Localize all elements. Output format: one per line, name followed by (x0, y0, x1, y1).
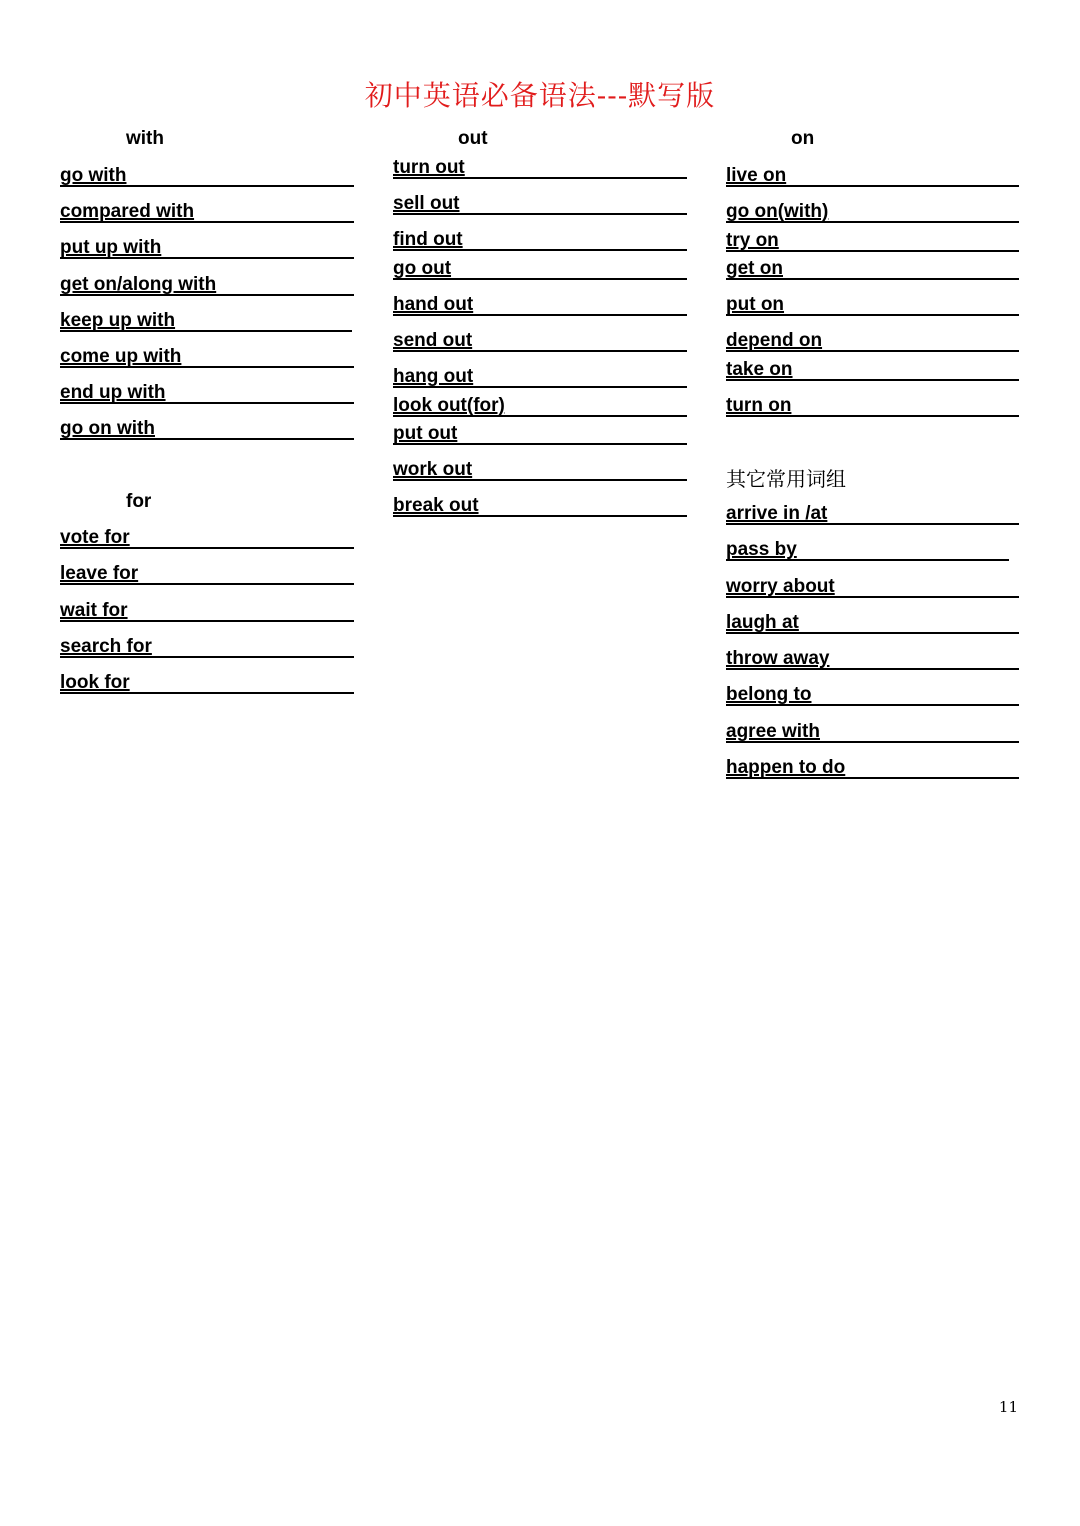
list-item: look out(for) (393, 389, 687, 417)
list-item: worry about (726, 570, 1019, 598)
list-item: take on (726, 353, 1019, 381)
list-item: go on with (60, 412, 354, 440)
list-item: hand out (393, 288, 687, 316)
section-heading-for: for (126, 491, 152, 512)
list-item: arrive in /at (726, 497, 1019, 525)
list-item: find out (393, 223, 687, 251)
list-item: put up with (60, 231, 354, 259)
list-item: search for (60, 630, 354, 658)
page-number: 11 (998, 1398, 1018, 1416)
list-item: work out (393, 453, 687, 481)
list-item: laugh at (726, 606, 1019, 634)
section-heading-on: on (791, 128, 815, 149)
list-item: try on (726, 224, 1019, 252)
list-item: agree with (726, 715, 1019, 743)
list-item: hang out (393, 360, 687, 388)
list-item: look for (60, 666, 354, 694)
list-item: turn on (726, 389, 1019, 417)
list-item: compared with (60, 195, 354, 223)
section-heading-with: with (126, 128, 164, 149)
section-heading-out: out (458, 128, 488, 149)
list-item: happen to do (726, 751, 1019, 779)
list-item: go with (60, 159, 354, 187)
list-item: live on (726, 159, 1019, 187)
list-item: vote for (60, 521, 354, 549)
list-item: sell out (393, 187, 687, 215)
list-item: leave for (60, 557, 354, 585)
list-item: belong to (726, 678, 1019, 706)
list-item: get on/along with (60, 268, 354, 296)
list-item: send out (393, 324, 687, 352)
list-item: end up with (60, 376, 354, 404)
section-heading-other: 其它常用词组 (726, 467, 846, 491)
list-item: come up with (60, 340, 354, 368)
list-item: throw away (726, 642, 1019, 670)
list-item: pass by (726, 533, 1009, 561)
list-item: keep up with (60, 304, 352, 332)
list-item: put out (393, 417, 687, 445)
list-item: get on (726, 252, 1019, 280)
list-item: go out (393, 252, 687, 280)
list-item: wait for (60, 594, 354, 622)
list-item: put on (726, 288, 1019, 316)
page-title: 初中英语必备语法---默写版 (364, 79, 716, 112)
list-item: depend on (726, 324, 1019, 352)
list-item: turn out (393, 151, 687, 179)
list-item: break out (393, 489, 687, 517)
list-item: go on(with) (726, 195, 1019, 223)
